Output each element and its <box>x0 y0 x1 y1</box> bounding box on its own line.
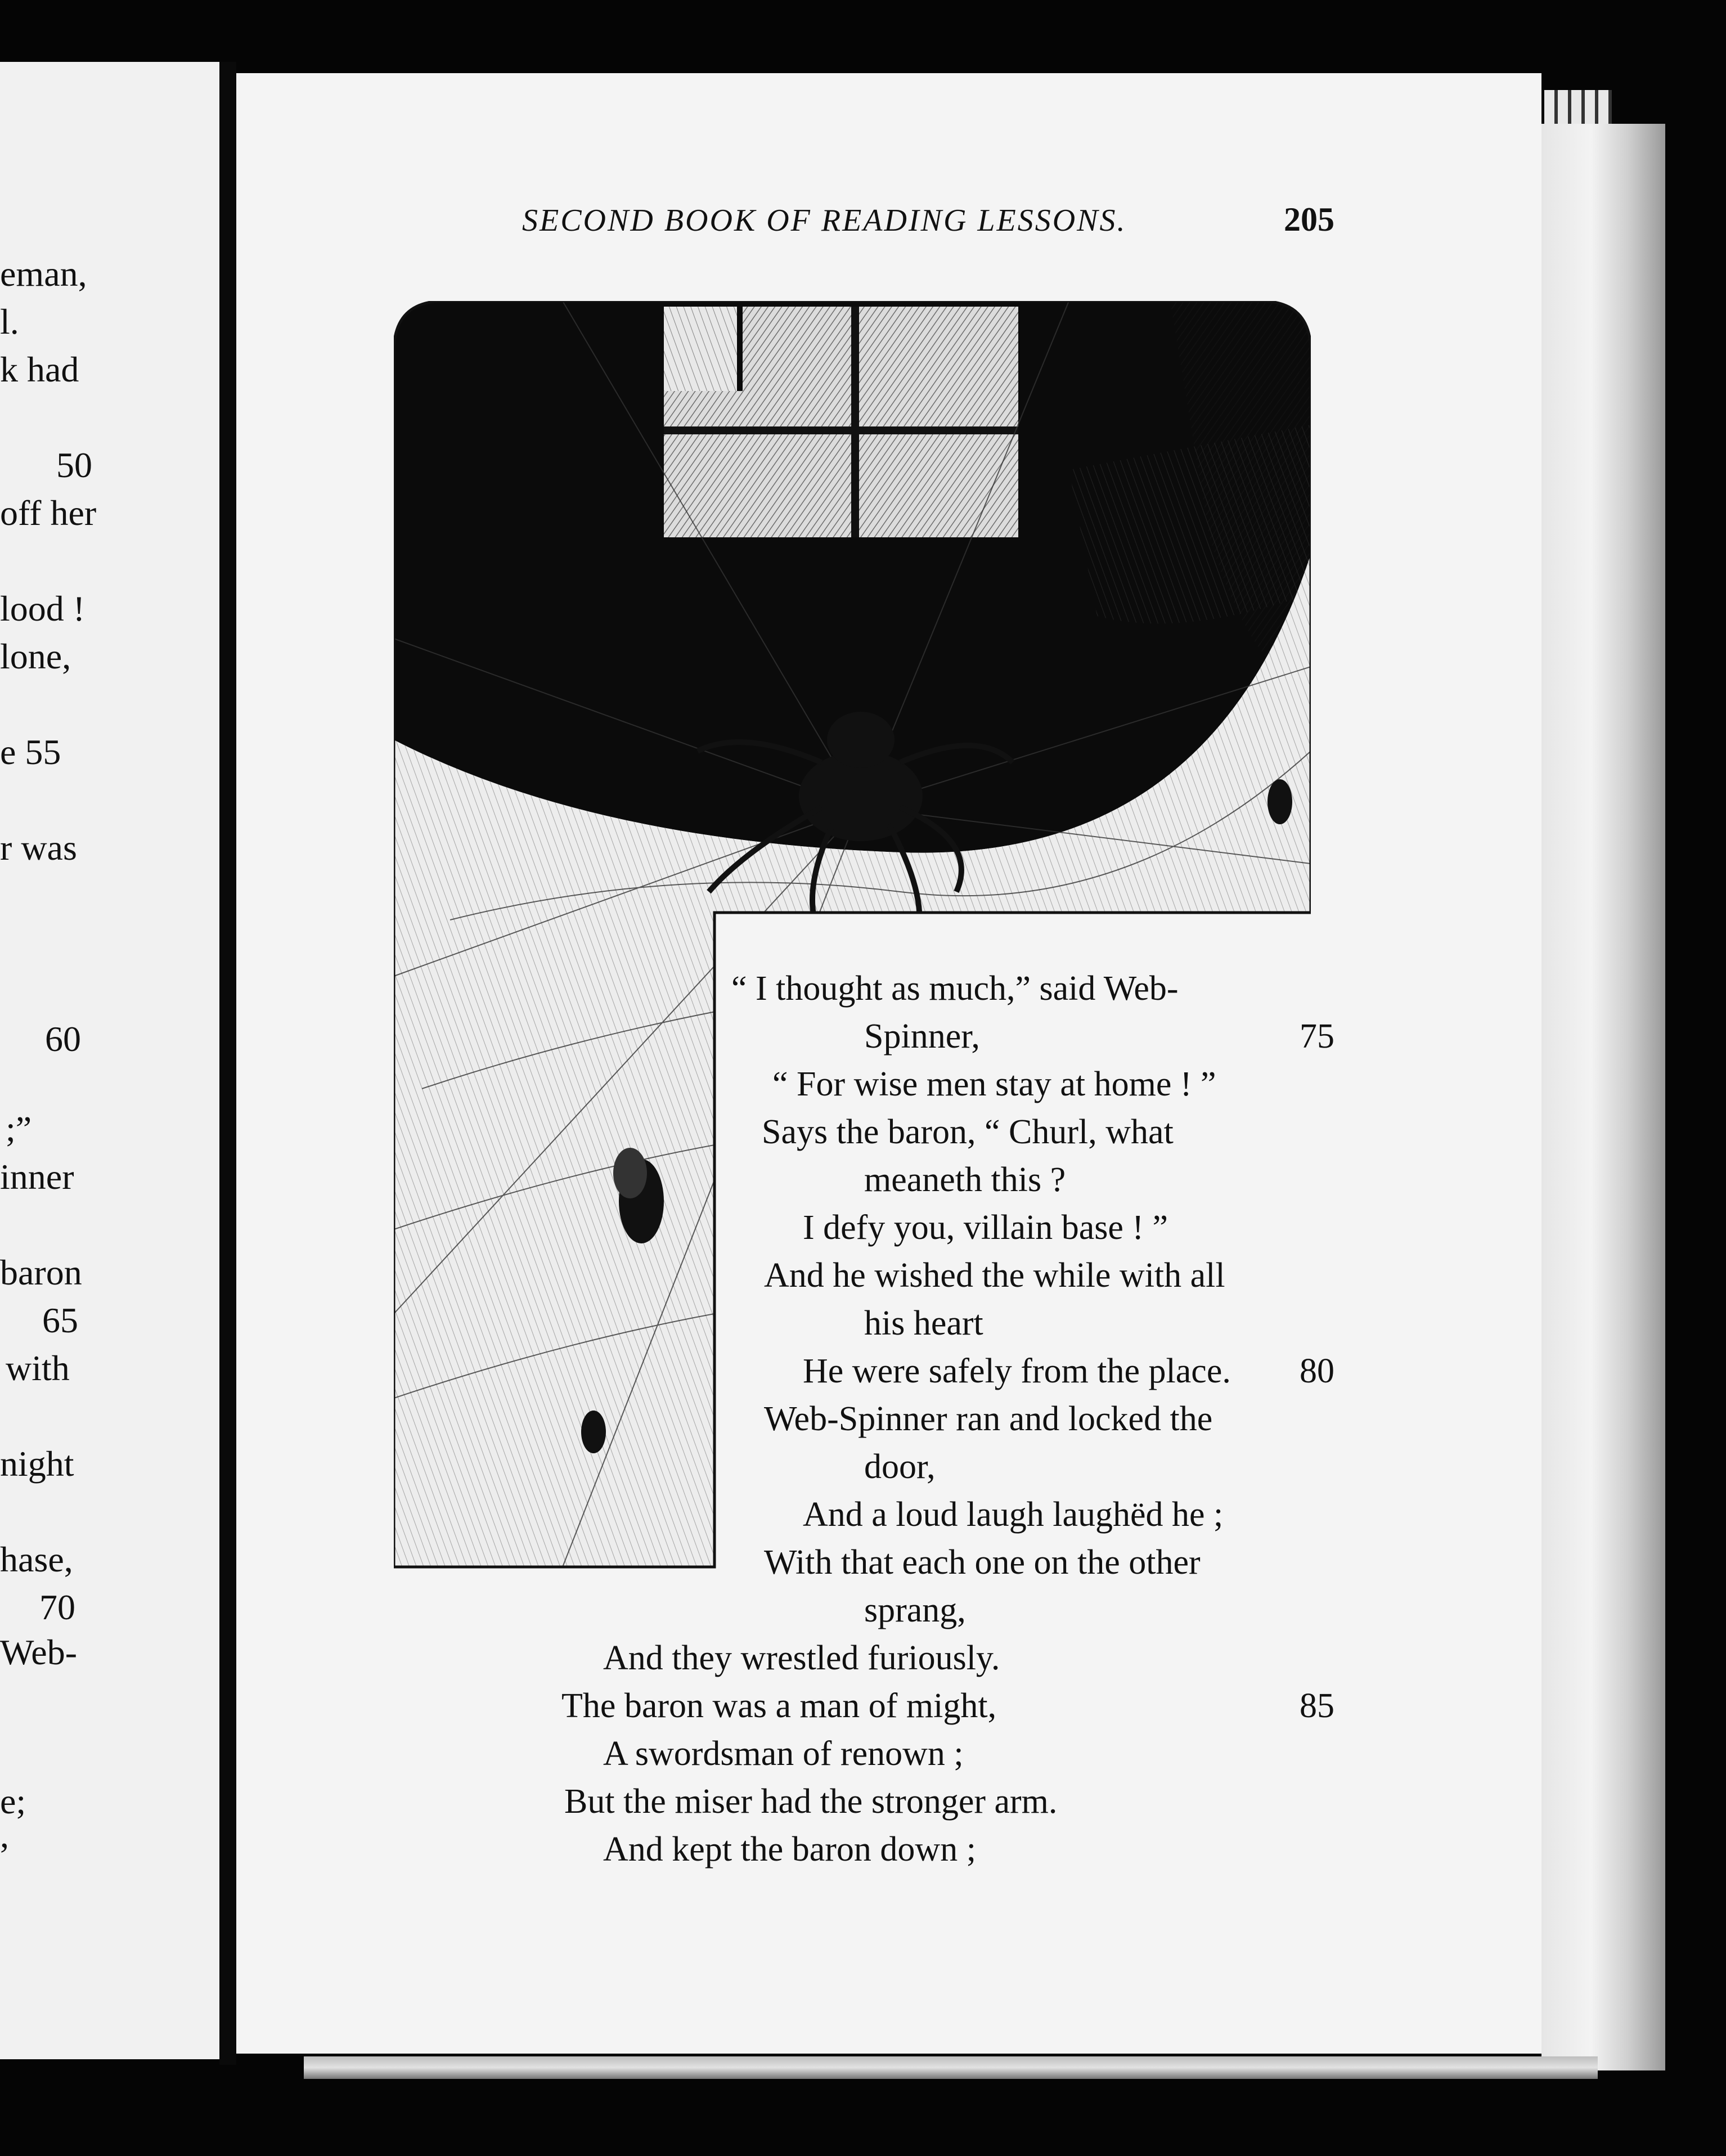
left-fragment: k had <box>0 349 79 389</box>
page-number: 205 <box>1284 201 1334 238</box>
running-head: SECOND BOOK OF READING LESSONS. <box>522 203 1127 238</box>
poem-line: “ I thought as much,” said Web- <box>731 969 1179 1008</box>
page-bottom-edge <box>304 2056 1598 2079</box>
left-fragment: lood ! <box>0 589 86 628</box>
poem-line: The baron was a man of might, <box>561 1687 997 1725</box>
left-fragment: 50 <box>56 445 92 485</box>
left-page <box>0 62 219 2059</box>
poem-line: He were safely from the place. <box>803 1352 1231 1390</box>
poem-line: And a loud laugh laughëd he ; <box>803 1495 1224 1534</box>
left-fragment: 60 <box>45 1019 81 1059</box>
poem-line: Web-Spinner ran and locked the <box>764 1400 1213 1438</box>
poem-line: Spinner, <box>864 1017 980 1055</box>
poem-line: sprang, <box>864 1591 966 1629</box>
left-fragment: , <box>0 1815 9 1855</box>
poem-line: With that each one on the other <box>764 1543 1201 1582</box>
left-fragment: night <box>0 1444 74 1484</box>
left-fragment: hase, <box>0 1539 73 1579</box>
poem-line: And they wrestled furiously. <box>603 1639 1000 1677</box>
left-fragment: ;” <box>6 1109 32 1149</box>
left-fragment: e; <box>0 1781 26 1821</box>
left-fragment: lone, <box>0 636 71 676</box>
line-number: 80 <box>1300 1352 1334 1390</box>
poem-line: his heart <box>864 1304 983 1342</box>
left-fragment: with <box>6 1348 70 1388</box>
poem-line: “ For wise men stay at home ! ” <box>772 1065 1216 1103</box>
left-fragment: Web- <box>0 1632 77 1672</box>
left-fragment: 70 <box>39 1587 75 1627</box>
poem-line: Says the baron, “ Churl, what <box>762 1113 1174 1151</box>
poem-line: I defy you, villain base ! ” <box>803 1209 1168 1247</box>
poem-line: door, <box>864 1448 936 1486</box>
left-fragment: e 55 <box>0 732 61 772</box>
left-fragment: inner <box>0 1157 74 1197</box>
poem-line: And he wished the while with all <box>764 1256 1225 1295</box>
poem-line: meaneth this ? <box>864 1161 1066 1199</box>
poem-line: But the miser had the stronger arm. <box>564 1782 1058 1821</box>
book-gutter <box>219 62 236 2065</box>
line-number: 75 <box>1300 1017 1334 1055</box>
left-fragment: eman, <box>0 254 87 294</box>
left-fragment: baron <box>0 1252 82 1292</box>
left-fragment: off her <box>0 493 97 533</box>
page-edge <box>1541 124 1665 2070</box>
poem-line: And kept the baron down ; <box>603 1830 976 1868</box>
line-number: 85 <box>1300 1687 1334 1725</box>
poem-line: A swordsman of renown ; <box>603 1735 964 1773</box>
left-fragment: l. <box>0 302 19 342</box>
left-fragment: 65 <box>42 1300 78 1340</box>
left-fragment: r was <box>0 828 77 868</box>
